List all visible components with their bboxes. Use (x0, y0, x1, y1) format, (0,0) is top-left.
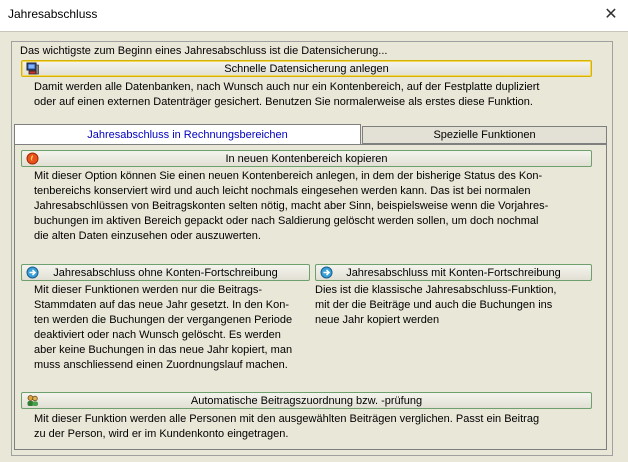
tab-spezielle-funktionen[interactable] (362, 126, 607, 144)
arrow-right-icon (320, 266, 333, 279)
backup-button[interactable] (21, 60, 592, 77)
without-description: Mit dieser Funktionen werden nur die Beitrags- Stammdaten auf das neue Jahr gesetzt. In den Kon- ten werden die Buchungen der vergangenen Periode deaktiviert oder nach Wunsch gelöscht. Es werden aber keine Buchungen in das neue Jahr kopiert, man muss anschliessend einen Zuordnungslauf machen. (34, 284, 293, 371)
without-button[interactable] (21, 264, 310, 281)
with-button[interactable] (315, 264, 592, 281)
with-description: Dies ist die klassische Jahresabschluss-Funktion, mit der die Beiträge und auch die Buchungen ins neue Jahr kopiert werden (315, 284, 557, 326)
copy-button[interactable] (21, 150, 592, 167)
auto-description: Mit dieser Funktion werden alle Personen mit den ausgewählten Beiträgen verglichen. Passt ein Beitrag zu der Person, wird er im Kundenkonto eingetragen. (34, 413, 540, 440)
tab-rechnungsbereiche[interactable] (14, 124, 361, 144)
arrow-right-icon (26, 266, 39, 279)
auto-button-label: Automatische Beitragszuordnung bzw. -prüfung (190, 394, 423, 407)
people-icon (26, 394, 39, 407)
tab-rechnungsbereiche-label: Jahresabschluss in Rechnungsbereichen (87, 128, 288, 141)
computer-icon (26, 62, 39, 75)
backup-description: Damit werden alle Datenbanken, nach Wunsch auch nur ein Kontenbereich, auf der Festplatte dupliziert oder auf einen externen Datenträger gesichert. Benutzen Sie normalerweise als erstes diese Funktion. (34, 81, 540, 108)
backup-button-label: Schnelle Datensicherung anlegen (224, 62, 389, 75)
intro-text: Das wichtigste zum Beginn eines Jahresabschluss ist die Datensicherung... (20, 45, 388, 57)
copy-description: Mit dieser Option können Sie einen neuen Kontenbereich anlegen, in dem der bisherige Status des Kon- tenbereichs konserviert wird und auch leicht nochmals eingesehen werden kann. Das ist bei normalen Jahresabschlüssen von Beitragskonten selten nötig, macht aber Sinn, beispielsweise wenn die Vorjahres- buchungen im aktiven Bereich gepackt oder nach Saldierung gelöscht werden sollen, um doch nochmal die alten Daten einzusehen oder auszuwerten. (34, 170, 549, 242)
without-button-label: Jahresabschluss ohne Konten-Fortschreibung (53, 266, 278, 279)
window-title: Jahresabschluss (8, 7, 98, 21)
tab-spezielle-funktionen-label: Spezielle Funktionen (433, 129, 536, 141)
copy-button-label: In neuen Kontenbereich kopieren (225, 152, 388, 165)
auto-button[interactable] (21, 392, 592, 409)
close-button[interactable]: ✕ (604, 6, 618, 23)
with-button-label: Jahresabschluss mit Konten-Fortschreibung (346, 266, 561, 279)
flame-icon (26, 152, 39, 165)
